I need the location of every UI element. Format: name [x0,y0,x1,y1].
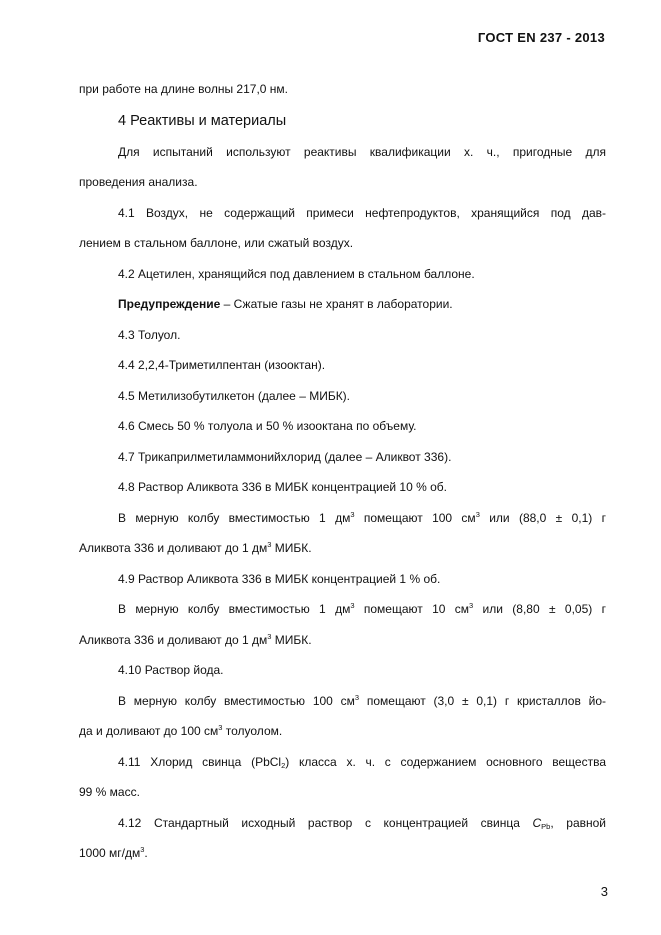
warning-label: Предупреждение [118,297,221,311]
document-body [79,74,606,869]
text-fragment: 4.11 Хлорид свинца (PbCl [118,754,282,769]
text-line [79,533,606,564]
text-fragment: МИБК. [271,541,312,555]
text-fragment: Аликвота 336 и доливают до 1 дм [79,632,268,647]
text-line [79,838,606,869]
superscript: 3 [350,509,355,519]
text-fragment: или (8,80 ± 0,05) г [473,602,606,616]
text-line [79,503,606,534]
text-line: 4.4 2,2,4-Триметилпентан (изооктан). [118,358,326,372]
text-fragment: 4.12 Стандартный исходный раствор с концентрацией свинца [118,815,533,830]
text-line: 99 % масс. [79,785,140,799]
text-line: 4.9 Раствор Аликвота 336 в МИБК концентрацией 1 % об. [118,571,441,586]
superscript: 3 [140,845,145,854]
text-fragment: помещают (3,0 ± 0,1) г кристаллов йо- [359,693,606,708]
subscript: 2 [281,760,286,770]
text-fragment: , равной [550,815,606,830]
subscript: Pb [541,821,551,831]
text-line: 4.6 Смесь 50 % толуола и 50 % изооктана по объему. [118,419,417,433]
standard-code: ГОСТ EN 237 - 2013 [477,30,605,45]
text-line [79,808,606,839]
text-line: 4.1 Воздух, не содержащий примеси нефтепродуктов, хранящийся под дав- [118,205,606,220]
warning-line [79,289,606,320]
superscript: 3 [475,509,480,519]
superscript: 3 [469,601,474,610]
text-fragment: помещают 10 см [354,602,470,616]
text-fragment: . [144,846,148,860]
warning-text: – Сжатые газы не хранят в лаборатории. [220,297,453,311]
text-fragment: В мерную колбу вместимостью 1 дм [118,510,351,525]
text-fragment: ) класса х. ч. с содержанием основного вещества [285,754,607,769]
superscript: 3 [267,631,272,641]
text-line [79,594,606,625]
section-heading: 4 Реактивы и материалы [118,112,287,129]
symbol: C [532,815,542,830]
text-fragment: В мерную колбу вместимостью 1 дм [118,602,351,616]
text-line [79,716,606,747]
text-fragment: да и доливают до 100 см [79,724,219,738]
text-line: 4.8 Раствор Аликвота 336 в МИБК концентрацией 10 % об. [118,480,447,494]
superscript: 3 [218,723,223,732]
page-number: 3 [600,884,608,899]
text-line: 4.3 Толуол. [118,327,181,342]
text-line: Для испытаний используют реактивы квалификации х. ч., пригодные для [118,144,606,159]
text-fragment: Аликвота 336 и доливают до 1 дм [79,541,268,555]
superscript: 3 [354,692,360,702]
text-fragment: или (88,0 ± 0,1) г [479,510,606,525]
text-line [79,747,606,778]
text-line: 4.2 Ацетилен, хранящийся под давлением в стальном баллоне. [118,266,475,281]
superscript: 3 [350,601,355,610]
text-fragment: 1000 мг/дм [79,846,141,860]
text-line: 4.10 Раствор йода. [118,663,224,677]
text-line: проведения анализа. [79,175,198,189]
text-line: 4.5 Метилизобутилкетон (далее – МИБК). [118,388,351,403]
text-line: 4.7 Трикаприлметиламмонийхлорид (далее – Аликвот 336). [118,449,452,464]
text-line: при работе на длине волны 217,0 нм. [79,82,288,96]
text-line [79,625,606,656]
text-fragment: МИБК. [271,632,312,647]
text-fragment: В мерную колбу вместимостью 100 см [118,693,355,708]
superscript: 3 [267,540,272,549]
text-fragment: толуолом. [222,724,283,738]
text-line: лением в стальном баллоне, или сжатый воздух. [79,236,354,250]
text-line [79,686,606,717]
text-fragment: помещают 100 см [354,510,476,525]
